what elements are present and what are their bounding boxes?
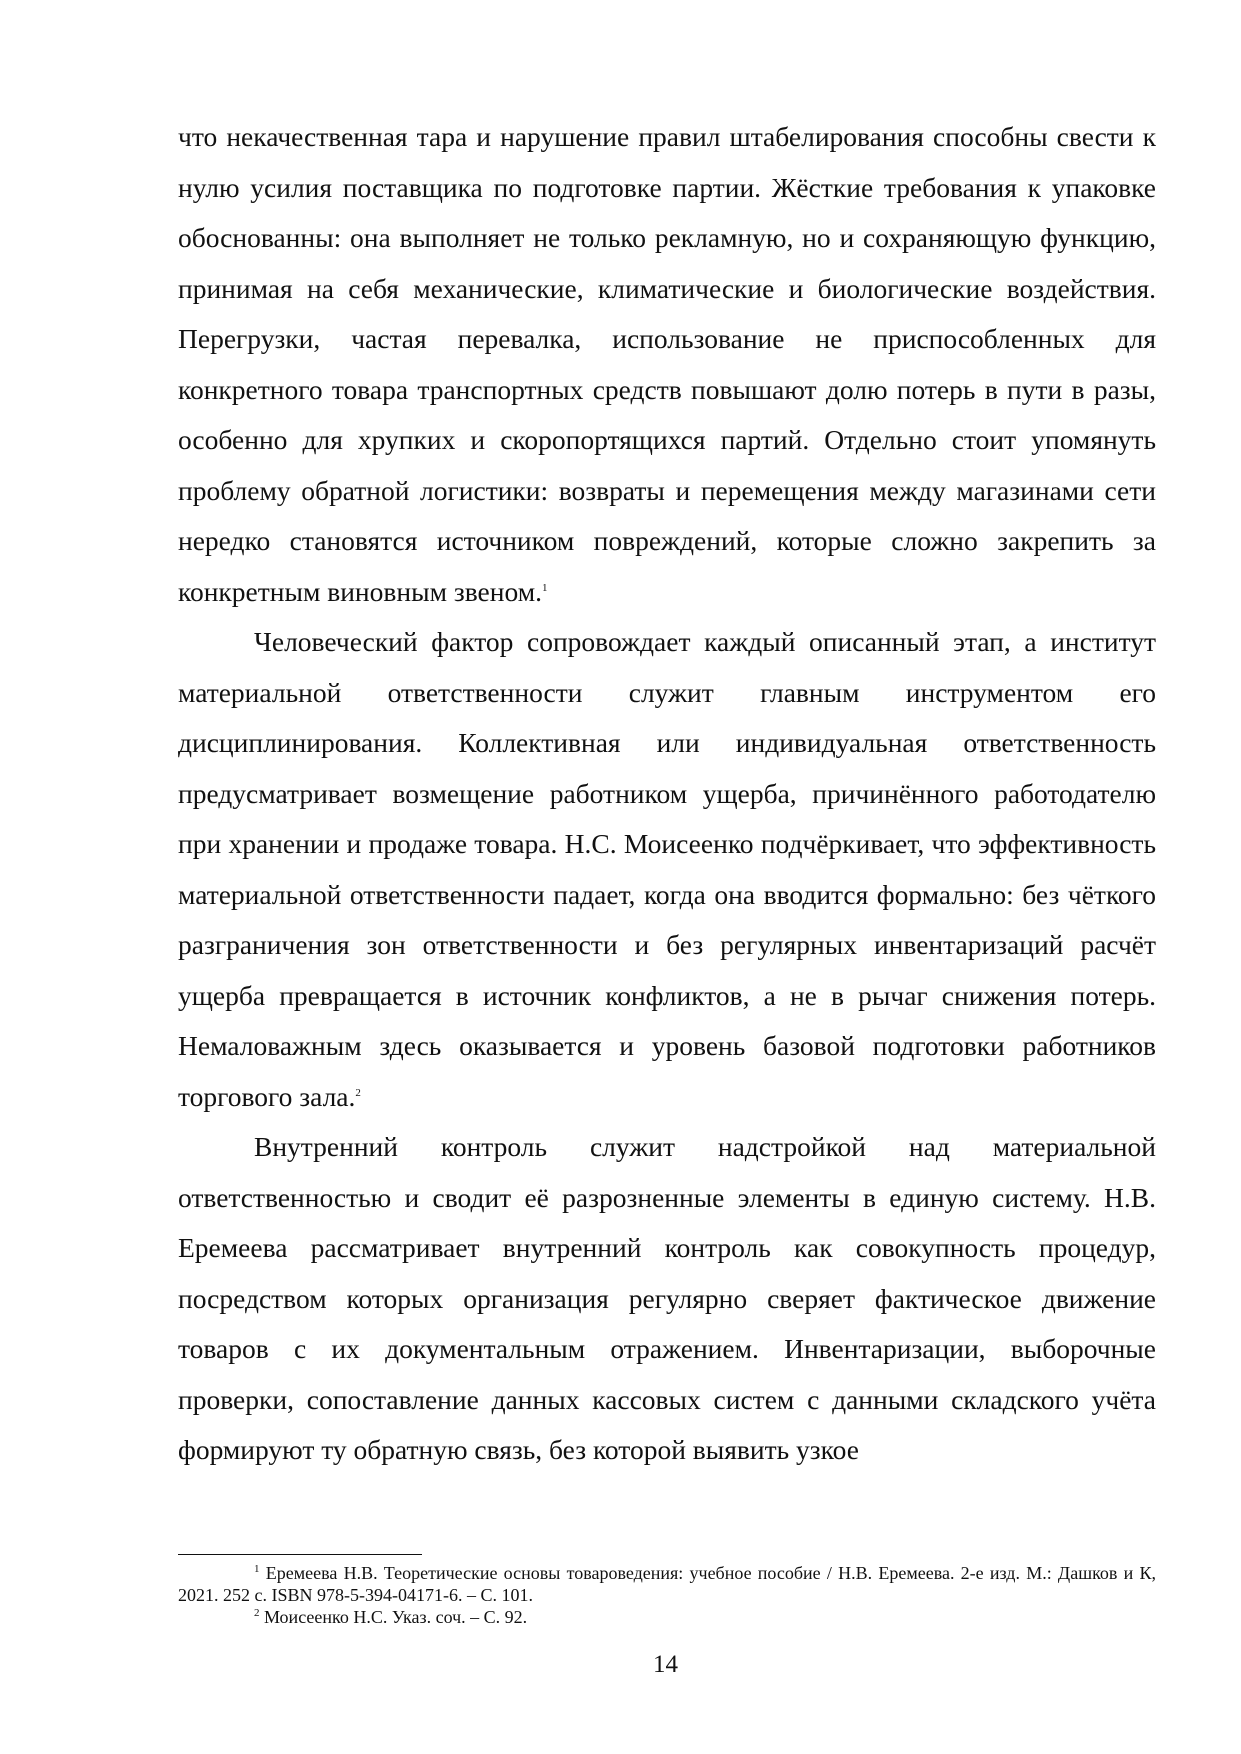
- page-number: 14: [653, 1651, 678, 1678]
- document-body: [178, 112, 1156, 1476]
- paragraph-text: Человеческий фактор сопровождает каждый описанный этап, а институт материальной ответственности служит главным инструментом его дисциплинирования. Коллективная или индивидуальная ответственность предусматривает возмещение работником ущерба, причинённого работодателю при хранении и продаже товара. Н.С. Моисеенко подчёркивает, что эффективность материальной ответственности падает, когда она вводится формально: без чёткого разграничения зон ответственности и без регулярных инвентаризаций расчёт ущерба превращается в источник конфликтов, а не в рычаг снижения потерь. Немаловажным здесь оказывается и уровень базовой подготовки работников торгового зала.: [178, 626, 1156, 1112]
- paragraph-internal-control: [178, 1122, 1156, 1476]
- paragraph-text: Внутренний контроль служит надстройкой над материальной ответственностью и сводит её разрозненные элементы в единую систему. Н.В. Еремеева рассматривает внутренний контроль как совокупность процедур, посредством которых организация регулярно сверяет фактическое движение товаров с их документальным отражением. Инвентаризации, выборочные проверки, сопоставление данных кассовых систем с данными складского учёта формируют ту обратную связь, без которой выявить узкое: [178, 1131, 1156, 1465]
- footnote-text: Моисеенко Н.С. Указ. соч. – С. 92.: [264, 1607, 528, 1627]
- footnote-1: [178, 1562, 1156, 1606]
- footnotes-section: [178, 1554, 1156, 1628]
- footnote-2: [178, 1606, 1156, 1628]
- paragraph-human-factor: [178, 617, 1156, 1122]
- footnote-text: Еремеева Н.В. Теоретические основы товароведения: учебное пособие / Н.В. Еремеева. 2-е изд. М.: Дашков и К, 2021. 252 с. ISBN 978-5-394-04171-6. – С. 101.: [178, 1563, 1156, 1605]
- footnote-reference[interactable]: 1: [541, 581, 548, 594]
- footnote-separator: [178, 1554, 422, 1555]
- footnote-reference[interactable]: 2: [355, 1086, 361, 1099]
- paragraph-continuation: [178, 112, 1156, 617]
- footnote-number: 2: [254, 1607, 260, 1619]
- footnote-number: 1: [254, 1563, 260, 1575]
- paragraph-text: что некачественная тара и нарушение правил штабелирования способны свести к нулю усилия поставщика по подготовке партии. Жёсткие требования к упаковке обоснованны: она выполняет не только рекламную, но и сохраняющую функцию, принимая на себя механические, климатические и биологические воздействия. Перегрузки, частая перевалка, использование не приспособленных для конкретного товара транспортных средств повышают долю потерь в пути в разы, особенно для хрупких и скоропортящихся партий. Отдельно стоит упомянуть проблему обратной логистики: возвраты и перемещения между магазинами сети нередко становятся источником повреждений, которые сложно закрепить за конкретным виновным звеном.: [178, 121, 1156, 607]
